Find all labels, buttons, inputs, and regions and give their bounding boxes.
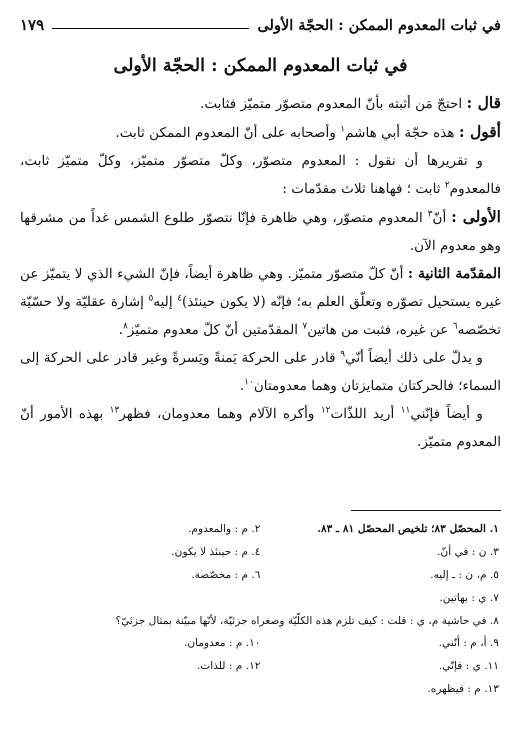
footnote-marker[interactable]: ١ bbox=[340, 124, 346, 135]
paragraph-qala bbox=[20, 89, 501, 118]
paragraph-text: إشارة عقليّة ولا حسّيّة تخصّصه bbox=[20, 294, 501, 338]
page-number: ١٧٩ bbox=[20, 16, 45, 34]
lead-word: المقدّمة الثانية : bbox=[407, 266, 502, 282]
footnote-4: ٤. م : حينئذ لا يكون. bbox=[171, 546, 261, 559]
footnote-marker[interactable]: ٦ bbox=[452, 321, 458, 332]
footnote-row bbox=[22, 564, 499, 587]
paragraph-text: المعدوم متصوّر، وهي ظاهرة فإنّا نتصوّر طلوع الشمس غداً من مشرقها وهو معدوم الآن. bbox=[20, 210, 501, 254]
paragraph-text: وأكره الآلام وهما معدومان، فظهر bbox=[119, 406, 321, 422]
footnote-row bbox=[22, 609, 499, 632]
paragraph-pleasures bbox=[20, 400, 501, 456]
footnote-11: ١١. ي : فإنّي. bbox=[438, 660, 499, 673]
paragraph-text: أريد اللذّات bbox=[330, 406, 401, 422]
footnote-8: ٨. في حاشية م، ي : قلت : كيف تلزم هذه الكلّيّة وصغراه جزئيّة، لأنّها مبيّنة بمثال جزئيّ؟ bbox=[115, 614, 499, 627]
paragraph-text: عن غيره، فثبت من هاتين bbox=[307, 322, 453, 338]
footnote-marker[interactable]: ٨ bbox=[122, 321, 128, 332]
footnote-marker[interactable]: ٧ bbox=[302, 321, 308, 332]
paragraph-text: المقدّمتين أنّ كلّ معدوم متميّز bbox=[127, 322, 303, 338]
footnote-1: ١. المحصّل ٨٣؛ تلخيص المحصّل ٨١ ـ ٨٣. bbox=[317, 523, 499, 536]
footnote-marker[interactable]: ٢ bbox=[444, 180, 450, 191]
footnote-6: ٦. م : مخصّصة. bbox=[191, 568, 261, 581]
footnote-marker[interactable]: ٩ bbox=[340, 349, 346, 360]
footnote-2: ٢. م : والمعدوم. bbox=[188, 523, 261, 536]
lead-word: قال : bbox=[466, 93, 501, 112]
footnote-marker[interactable]: ١٠ bbox=[244, 377, 254, 388]
paragraph-taqrir bbox=[20, 147, 501, 203]
paragraph-second-premise bbox=[20, 260, 501, 344]
footnote-row bbox=[22, 518, 499, 541]
paragraph-text: قادر على الحركة يَمنةً ويَسرةً وغير قادر على الحركة إلى السماء؛ فالحركتان متمايزتان وهما معدومتان bbox=[20, 350, 501, 394]
footnote-marker[interactable]: ١٢ bbox=[320, 405, 331, 416]
running-head bbox=[20, 14, 501, 36]
footnote-5: ٥. م، ن : ـ إليه. bbox=[430, 568, 499, 581]
paragraph-aqulu bbox=[20, 118, 501, 147]
paragraph-text: أنّ كلّ متصوّر متميّز. وهي ظاهرة أيضاً، فإنّ الشيء الذي لا يتميّز عن غيره يستحيل تصوّره وتعلّق العلم به؛ فإنّه (لا يكون حينئذ) bbox=[20, 266, 501, 310]
paragraph-motion bbox=[20, 344, 501, 400]
footnote-marker[interactable]: ٥ bbox=[148, 293, 154, 304]
footnote-10: ١٠. م : معدومان. bbox=[184, 637, 261, 650]
paragraph-text: . bbox=[239, 378, 245, 394]
footnote-row bbox=[22, 632, 499, 655]
section-heading: في ثبات المعدوم الممكن : الحجّة الأولى bbox=[113, 56, 408, 76]
paragraph-text: و تقريرها أن نقول : المعدوم متصوّر، وكلّ متصوّر متميّز، وكلّ متميّز ثابت، فالمعدوم bbox=[20, 153, 501, 197]
footnote-separator bbox=[351, 510, 501, 511]
footnote-marker[interactable]: ١١ bbox=[400, 405, 411, 416]
paragraph-text: و يدلّ على ذلك أيضاً أنّي bbox=[345, 350, 483, 366]
footnote-7: ٧. ي : بهاتين. bbox=[439, 591, 499, 604]
footnote-row bbox=[22, 678, 499, 701]
footnote-marker[interactable]: ١٣ bbox=[109, 405, 120, 416]
footnote-row bbox=[22, 541, 499, 564]
footnote-row bbox=[22, 655, 499, 678]
paragraph-text: بهذه الأمور أنّ المعدوم متميّز. bbox=[20, 406, 501, 450]
main-text bbox=[20, 89, 501, 456]
footnote-marker[interactable]: ٤ bbox=[177, 293, 183, 304]
footnote-marker[interactable]: ٣ bbox=[427, 209, 433, 220]
paragraph-text: وأصحابه على أنّ المعدوم الممكن ثابت. bbox=[115, 125, 341, 141]
footnote-9: ٩. أ، م : أنّني. bbox=[438, 637, 499, 650]
paragraph-text: إليه bbox=[153, 294, 178, 310]
paragraph-text: أنّ bbox=[432, 210, 452, 226]
footnote-3: ٣. ن : في أنّ. bbox=[437, 546, 499, 559]
lead-word: الأولى : bbox=[451, 207, 501, 226]
paragraph-text: هذه حجّة أبي هاشم bbox=[345, 125, 459, 141]
paragraph-first-premise bbox=[20, 203, 501, 260]
footnotes bbox=[22, 518, 499, 700]
footnote-12: ١٢. م : للذات. bbox=[196, 660, 261, 673]
paragraph-text: و أيضاً فإنّني bbox=[410, 406, 483, 422]
footnote-row bbox=[22, 586, 499, 609]
running-head-rule bbox=[52, 28, 249, 29]
lead-word: أقول : bbox=[458, 122, 501, 141]
paragraph-text: . bbox=[118, 322, 123, 338]
running-head-title: في ثبات المعدوم الممكن : الحجّة الأولى bbox=[257, 16, 501, 34]
paragraph-text: ثابت ؛ فهاهنا ثلاث مقدّمات : bbox=[282, 181, 445, 197]
paragraph-text: احتجّ مَن أثبته بأنّ المعدوم متصوّر متميّز فثابت. bbox=[200, 96, 467, 112]
footnote-13: ١٣. م : فيظهره. bbox=[427, 682, 499, 695]
